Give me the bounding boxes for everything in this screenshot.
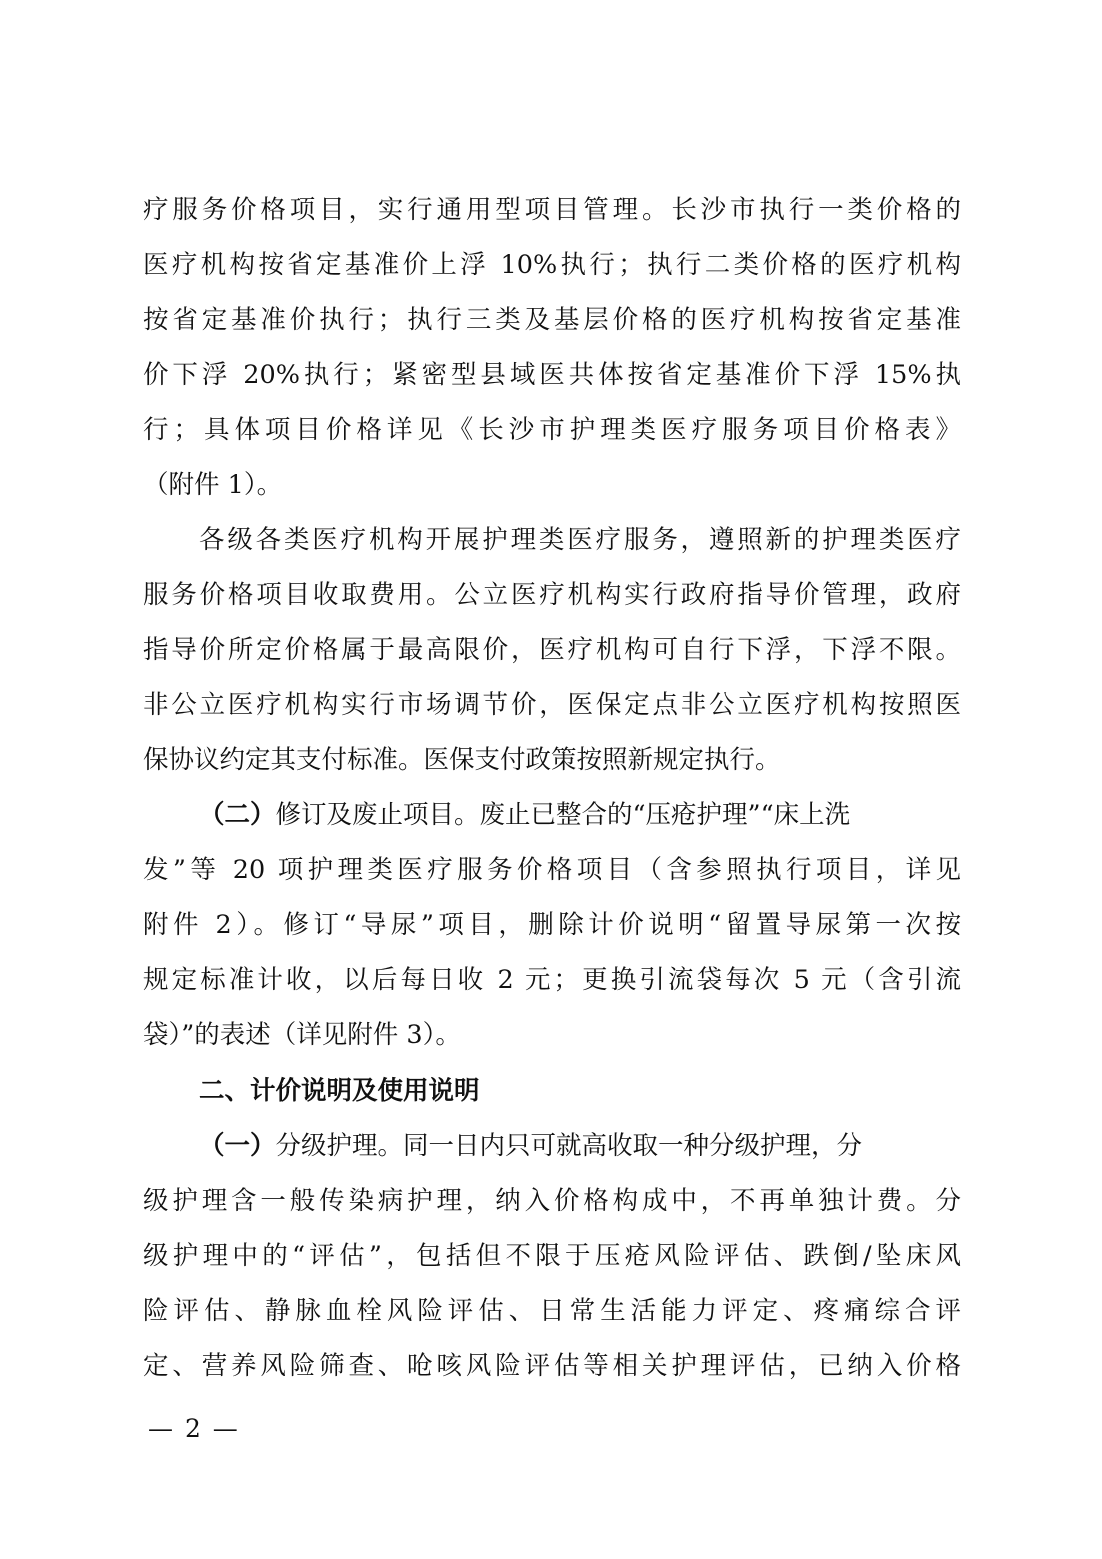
body-line: 价下浮 20%执行；紧密型县域医共体按省定基准价下浮 15%执 (143, 360, 961, 390)
page-number: — 2 — (148, 1414, 240, 1443)
sub-heading-two: （二） (199, 800, 276, 830)
body-line: 级护理含一般传染病护理，纳入价格构成中，不再单独计费。分 (143, 1186, 961, 1216)
body-line: 服务价格项目收取费用。公立医疗机构实行政府指导价管理，政府 (143, 580, 961, 610)
body-line: 保协议约定其支付标准。医保支付政策按照新规定执行。 (143, 745, 781, 775)
section-heading: 二、计价说明及使用说明 (199, 1076, 480, 1106)
body-text: 修订及废止项目。废止已整合的“压疮护理”“床上洗 (275, 800, 851, 830)
body-line: 附件 2）。修订“导尿”项目，删除计价说明“留置导尿第一次按 (143, 910, 961, 940)
body-line: 险评估、静脉血栓风险评估、日常生活能力评定、疼痛综合评 (143, 1296, 961, 1326)
body-line: 非公立医疗机构实行市场调节价，医保定点非公立医疗机构按照医 (143, 690, 961, 720)
paragraph-first-line (199, 799, 961, 835)
paragraph-first-line (199, 1130, 961, 1166)
body-line: 级护理中的“评估”，包括但不限于压疮风险评估、跌倒/坠床风 (143, 1241, 961, 1271)
body-line: 医疗机构按省定基准价上浮 10%执行；执行二类价格的医疗机构 (143, 250, 961, 280)
body-line: 行；具体项目价格详见《长沙市护理类医疗服务项目价格表》 (143, 415, 961, 445)
body-line: （附件 1）。 (143, 470, 283, 500)
body-line: 按省定基准价执行；执行三类及基层价格的医疗机构按省定基准 (143, 305, 961, 335)
body-line: 发”等 20 项护理类医疗服务价格项目（含参照执行项目，详见 (143, 855, 961, 885)
body-line: 袋）”的表述（详见附件 3）。 (143, 1020, 461, 1050)
body-line: 定、营养风险筛查、呛咳风险评估等相关护理评估，已纳入价格 (143, 1351, 961, 1381)
paragraph-first-line: 各级各类医疗机构开展护理类医疗服务，遵照新的护理类医疗 (199, 525, 961, 555)
body-text: 分级护理。同一日内只可就高收取一种分级护理，分 (275, 1131, 863, 1161)
body-line: 疗服务价格项目，实行通用型项目管理。长沙市执行一类价格的 (143, 195, 961, 225)
sub-heading-one: （一） (199, 1131, 276, 1161)
body-line: 指导价所定价格属于最高限价，医疗机构可自行下浮，下浮不限。 (143, 635, 961, 665)
body-line: 规定标准计收，以后每日收 2 元；更换引流袋每次 5 元（含引流 (143, 965, 961, 995)
